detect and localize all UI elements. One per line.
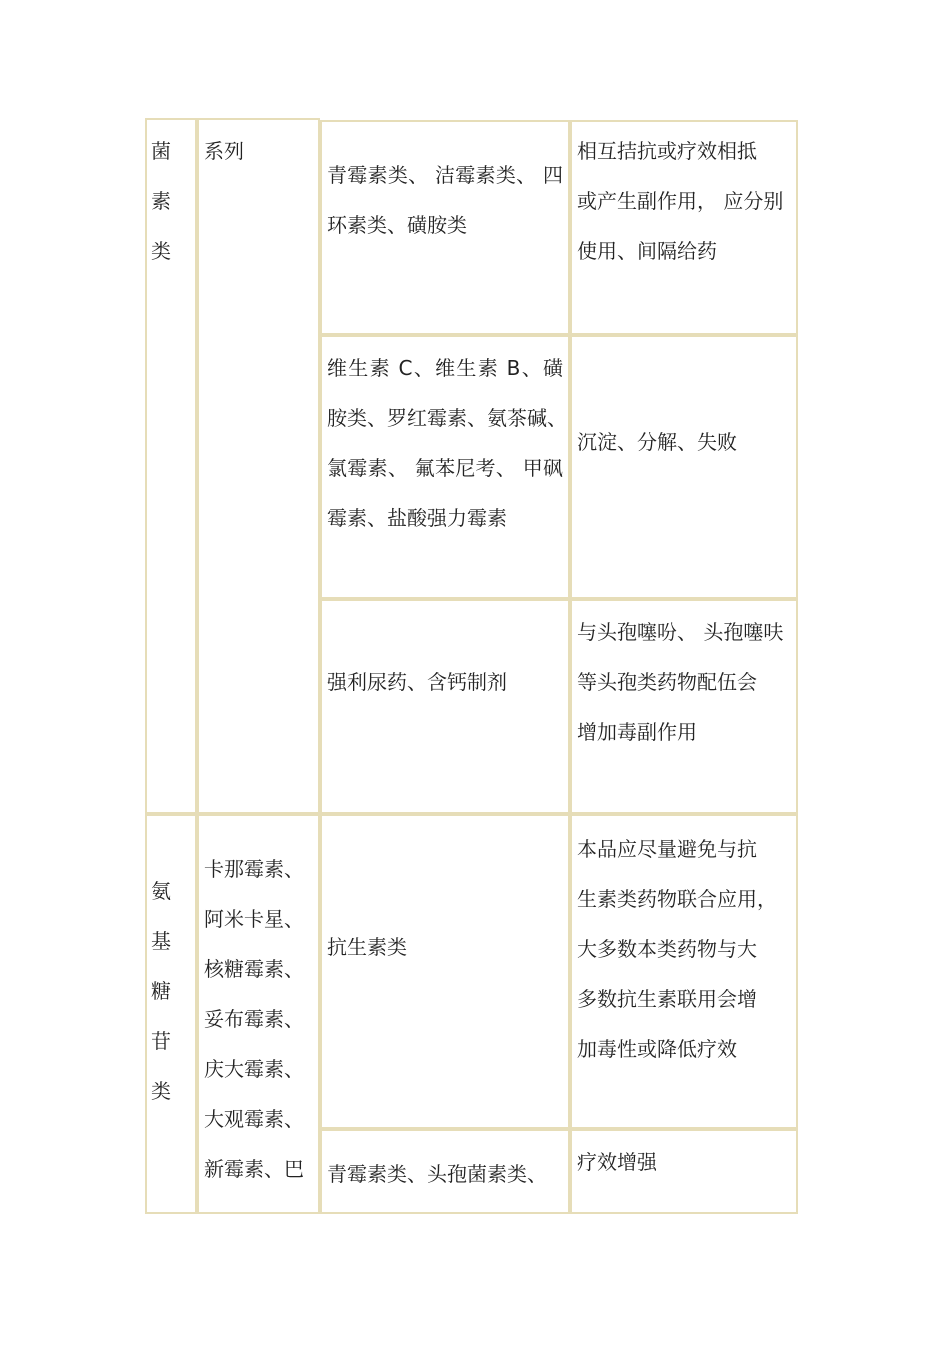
category-char: 氨	[151, 879, 171, 903]
category-char: 菌	[151, 139, 171, 163]
combined-text	[327, 343, 567, 543]
combined-cell-1-1	[320, 120, 570, 335]
combined-text	[327, 1149, 547, 1199]
category-char: 基	[151, 929, 171, 953]
category-char: 类	[151, 239, 171, 263]
effect-line: 沉淀、分解、失败	[577, 430, 737, 454]
effect-line: 等头孢类药物配伍会	[577, 670, 757, 694]
combined-text	[327, 150, 563, 250]
effect-line: 相互拮抗或疗效相抵	[577, 139, 757, 163]
combined-line: 维生素 C、维生素 B、磺	[327, 356, 563, 380]
effect-text	[577, 126, 783, 276]
drug-line: 大观霉素、	[204, 1107, 304, 1131]
combined-cell-2-1	[320, 814, 570, 1129]
effect-cell-2-1	[570, 814, 798, 1129]
drug-line: 新霉素、巴	[204, 1157, 304, 1181]
effect-line: 与头孢噻吩、 头孢噻呋	[577, 620, 784, 644]
combined-cell-2-2	[320, 1129, 570, 1214]
drug-text-2	[204, 844, 304, 1194]
drug-cell-1	[197, 118, 320, 814]
effect-line: 加毒性或降低疗效	[577, 1037, 737, 1061]
effect-line: 本品应尽量避免与抗	[577, 837, 757, 861]
effect-line: 大多数本类药物与大	[577, 937, 757, 961]
effect-text	[577, 607, 783, 757]
effect-line: 疗效增强	[577, 1150, 657, 1174]
category-cell-1	[145, 118, 197, 814]
drug-line: 卡那霉素、	[204, 857, 304, 881]
combined-cell-1-3	[320, 599, 570, 814]
category-char: 类	[151, 1079, 171, 1103]
effect-line: 使用、间隔给药	[577, 239, 717, 263]
drug-line: 系列	[204, 139, 244, 163]
effect-text	[577, 1137, 657, 1187]
effect-line: 或产生副作用， 应分别	[577, 189, 784, 213]
combined-cell-1-2	[320, 335, 570, 599]
effect-line: 生素类药物联合应用，	[577, 887, 777, 911]
combined-line: 强利尿药、含钙制剂	[327, 670, 507, 694]
category-cell-2	[145, 814, 197, 1214]
combined-line: 环素类、磺胺类	[327, 213, 467, 237]
effect-text	[577, 824, 777, 1074]
drug-line: 阿米卡星、	[204, 907, 304, 931]
category-char: 苷	[151, 1029, 171, 1053]
category-char: 素	[151, 189, 171, 213]
combined-line: 霉素、盐酸强力霉素	[327, 506, 507, 530]
combined-line: 氯霉素、 氟苯尼考、 甲砜	[327, 456, 563, 480]
effect-cell-1-1	[570, 120, 798, 335]
combined-text	[327, 657, 507, 707]
effect-cell-2-2	[570, 1129, 798, 1214]
combined-line: 青霉素类、头孢菌素类、	[327, 1162, 547, 1186]
category-text-2	[150, 866, 172, 1116]
drug-line: 妥布霉素、	[204, 1007, 304, 1031]
drug-text-1	[204, 126, 244, 176]
effect-line: 多数抗生素联用会增	[577, 987, 757, 1011]
drug-line: 核糖霉素、	[204, 957, 304, 981]
effect-text	[577, 417, 737, 467]
drug-line: 庆大霉素、	[204, 1057, 304, 1081]
effect-line: 增加毒副作用	[577, 720, 697, 744]
category-text-1	[150, 126, 172, 276]
effect-cell-1-3	[570, 599, 798, 814]
combined-line: 青霉素类、 洁霉素类、 四	[327, 163, 563, 187]
combined-text	[327, 922, 407, 972]
combined-line: 胺类、罗红霉素、氨茶碱、	[327, 406, 567, 430]
effect-cell-1-2	[570, 335, 798, 599]
combined-line: 抗生素类	[327, 935, 407, 959]
drug-cell-2	[197, 814, 320, 1214]
category-char: 糖	[151, 979, 171, 1003]
